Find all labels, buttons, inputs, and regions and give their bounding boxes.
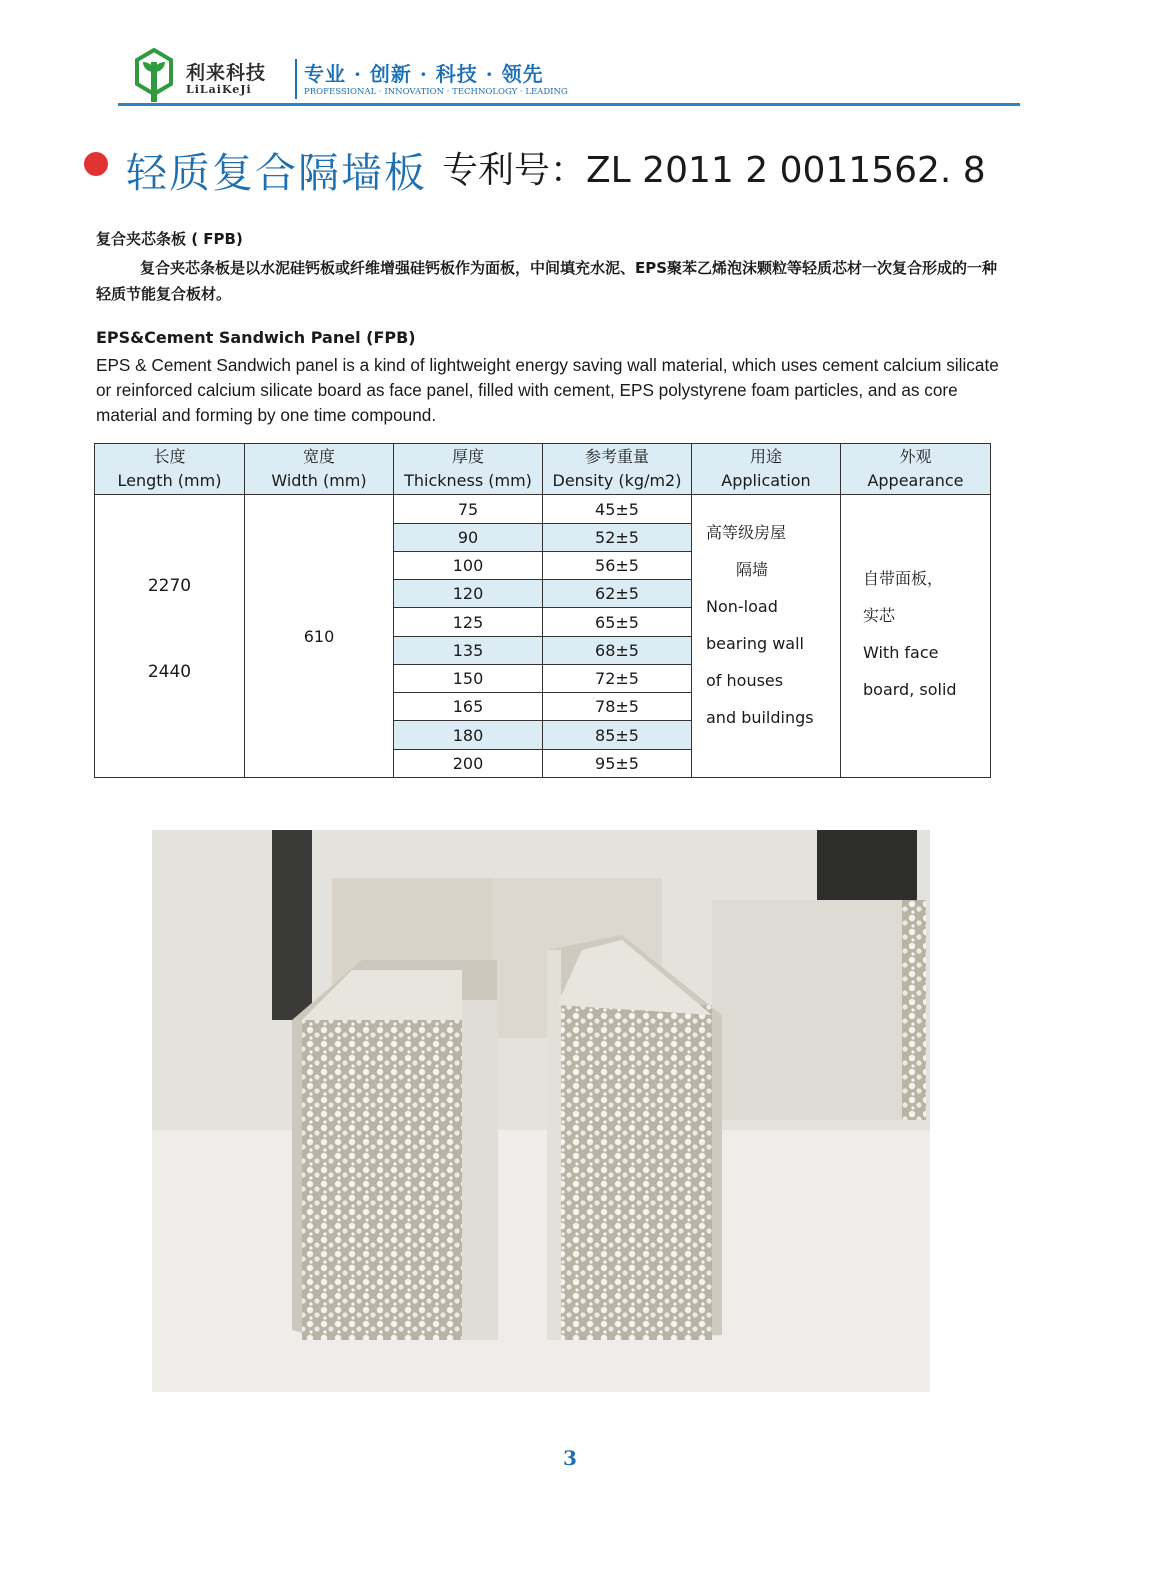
application-en-line: bearing wall <box>706 634 804 654</box>
appearance-cell <box>841 495 991 778</box>
patent-number: 专利号：ZL 2011 2 0011562. 8 <box>442 150 986 191</box>
header-density: 参考重量 Density (kg/m2) <box>543 444 692 495</box>
page-title: 轻质复合隔墙板 <box>126 149 427 197</box>
application-en-line: and buildings <box>706 708 814 728</box>
spec-table <box>94 443 991 778</box>
brand-name-en: LiLaiKeJi <box>186 83 252 96</box>
table-row <box>95 495 991 523</box>
slogan-divider <box>295 59 297 99</box>
density-cell: 52±5 <box>543 523 692 551</box>
header-thickness: 厚度 Thickness (mm) <box>394 444 543 495</box>
header-application: 用途 Application <box>692 444 841 495</box>
title-bullet-icon <box>84 152 108 176</box>
density-cell: 68±5 <box>543 636 692 664</box>
slogan-en: PROFESSIONAL · INNOVATION · TECHNOLOGY · LEADING <box>304 87 568 97</box>
page-number: 3 <box>563 1446 577 1470</box>
thickness-cell: 135 <box>394 636 543 664</box>
brand-name-cn: 利来科技 <box>186 62 267 84</box>
density-cell: 65±5 <box>543 608 692 636</box>
application-en-line: Non-load <box>706 597 778 617</box>
density-cell: 72±5 <box>543 664 692 692</box>
application-cn-line: 高等级房屋 <box>706 523 787 543</box>
density-cell: 95±5 <box>543 749 692 777</box>
length-value: 2440 <box>147 662 192 683</box>
length-cell <box>95 495 245 778</box>
header-length: 长度 Length (mm) <box>95 444 245 495</box>
length-value: 2270 <box>147 576 192 597</box>
thickness-cell: 90 <box>394 523 543 551</box>
density-cell: 45±5 <box>543 495 692 523</box>
appearance-en-line: With face <box>863 643 939 663</box>
product-photo <box>152 830 930 1392</box>
density-cell: 85±5 <box>543 721 692 749</box>
density-cell: 62±5 <box>543 580 692 608</box>
thickness-cell: 125 <box>394 608 543 636</box>
application-cn-line: 隔墙 <box>735 560 768 580</box>
cn-section-heading: 复合夹芯条板 ( FPB) <box>96 230 243 248</box>
header-appearance: 外观 Appearance <box>841 444 991 495</box>
thickness-cell: 180 <box>394 721 543 749</box>
table-header-row <box>95 444 991 495</box>
en-section-heading: EPS&Cement Sandwich Panel (FPB) <box>96 328 416 347</box>
thickness-cell: 165 <box>394 693 543 721</box>
thickness-cell: 200 <box>394 749 543 777</box>
density-cell: 56±5 <box>543 551 692 579</box>
header-divider <box>118 103 1020 106</box>
thickness-cell: 100 <box>394 551 543 579</box>
appearance-en-line: board, solid <box>863 680 957 700</box>
thickness-cell: 150 <box>394 664 543 692</box>
application-cell <box>692 495 841 778</box>
en-description: EPS & Cement Sandwich panel is a kind of lightweight energy saving wall material, which uses cement calcium silicate or reinforced calcium silicate board as face panel, filled with cement, EPS polystyrene foam particles, and as core material and forming by one time compound. <box>96 355 999 425</box>
cn-description: 复合夹芯条板是以水泥硅钙板或纤维增强硅钙板作为面板，中间填充水泥、EPS聚苯乙烯泡沫颗粒等轻质芯材一次复合形成的一种轻质节能复合板材。 <box>96 259 998 303</box>
thickness-cell: 120 <box>394 580 543 608</box>
application-en-line: of houses <box>706 671 784 691</box>
thickness-cell: 75 <box>394 495 543 523</box>
slogan-cn: 专业 · 创新 · 科技 · 领先 <box>304 62 544 86</box>
density-cell: 78±5 <box>543 693 692 721</box>
width-cell: 610 <box>245 495 394 778</box>
appearance-cn-line: 实芯 <box>863 606 896 626</box>
appearance-cn-line: 自带面板， <box>863 569 944 589</box>
header-width: 宽度 Width (mm) <box>245 444 394 495</box>
company-logo-icon <box>134 48 174 102</box>
